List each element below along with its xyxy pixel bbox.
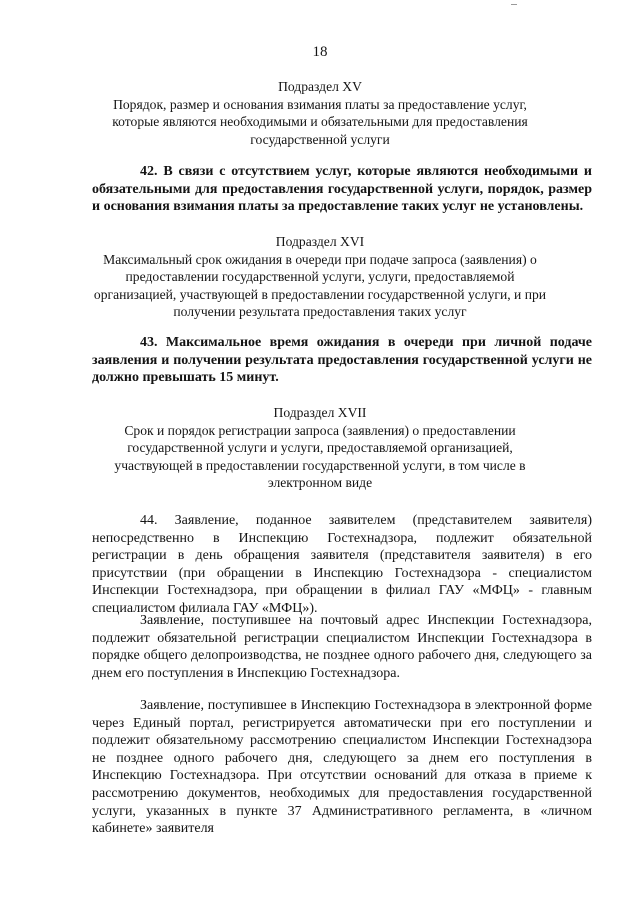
subsection-label: Подраздел XV	[278, 79, 362, 94]
section-heading-xvi	[90, 233, 550, 321]
scan-mark	[511, 4, 517, 5]
subsection-label: Подраздел XVI	[275, 234, 365, 249]
paragraph-44-postal: Заявление, поступившее на почтовый адрес Инспекции Гостехнадзора, подлежит обязательной регистрации специалистом Инспекции Гостехнадзора в порядке общего делопроизводства, не позднее одного рабочего дня, следующего за днем его поступления в Инспекцию Гостехнадзора.	[92, 613, 592, 681]
section-title: Максимальный срок ожидания в очереди при подаче запроса (заявления) о предоставлении государственной услуги, услуги, предоставляемой организацией, участвующей в предоставлении государственной услуги, и при получении результата предоставления таких услуг	[93, 251, 547, 319]
paragraph-44-electronic: Заявление, поступившее в Инспекцию Гостехнадзора в электронной форме через Единый портал, регистрируется автоматически при его поступлении и подлежит обязательному рассмотрению специалистом Инспекции Гостехнадзора не позднее одного рабочего дня, следующего за днем его поступления в Инспекцию Гостехнадзора. При отсутствии оснований для отказа в приеме к рассмотрению документов, необходимых для предоставления государственной услуги, указанных в пункте 37 Административного регламента, в «личном кабинете» заявителя	[92, 698, 592, 837]
paragraph-44: 44. Заявление, поданное заявителем (представителем заявителя) непосредственно в Инспекцию Гостехнадзора, подлежит обязательной регистрации в день обращения заявителя (представителя заявителя) в его присутствии (при обращении в Инспекцию Гостехнадзора - специалистом Инспекции Гостехнадзора, при обращении в филиал ГАУ «МФЦ» - главным специалистом филиала ГАУ «МФЦ»).	[92, 513, 592, 616]
paragraph-42: 42. В связи с отсутствием услуг, которые являются необходимыми и обязательными для предоставления государственной услуги, порядок, размер и основания взимания платы за предоставление таких услуг не установлены.	[92, 164, 592, 215]
section-heading-xv	[90, 78, 550, 148]
page-number: 18	[312, 44, 328, 60]
section-title: Срок и порядок регистрации запроса (заявления) о предоставлении государственной услуги и услуги, предоставляемой организацией, участвующей в предоставлении государственной услуги, в том числе в электронном виде	[114, 422, 526, 490]
paragraph-43: 43. Максимальное время ожидания в очереди при личной подаче заявления и получении результата предоставления государственной услуги не должно превышать 15 минут.	[92, 335, 592, 386]
subsection-label: Подраздел XVII	[273, 405, 367, 420]
section-title: Порядок, размер и основания взимания платы за предоставление услуг, которые являются необходимыми и обязательными для предоставления государственной услуги	[112, 96, 528, 147]
section-heading-xvii	[90, 404, 550, 492]
